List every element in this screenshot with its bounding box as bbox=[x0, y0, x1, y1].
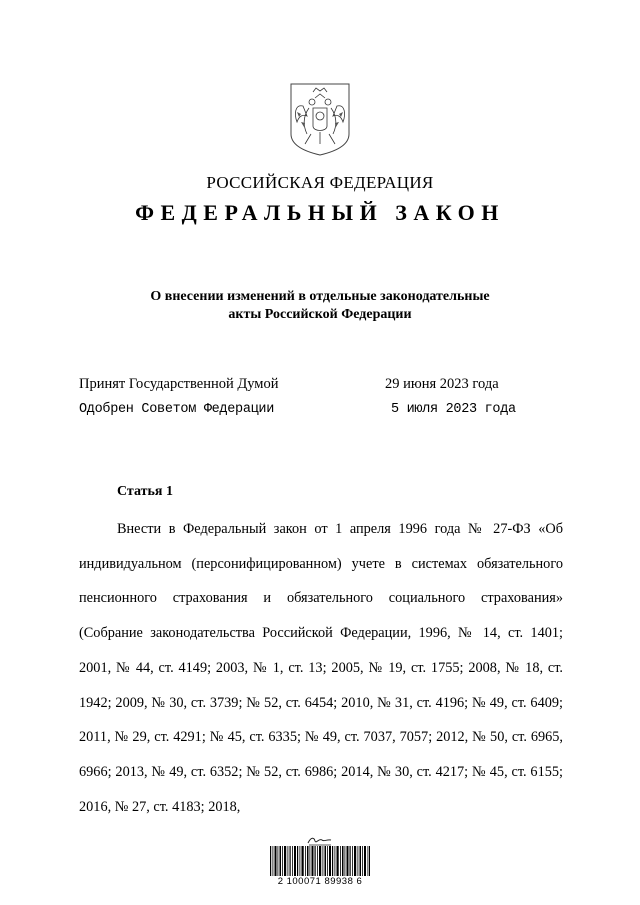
country-name: РОССИЙСКАЯ ФЕДЕРАЦИЯ bbox=[206, 173, 434, 192]
duma-date: 29 июня 2023 года bbox=[385, 376, 499, 392]
law-title-line-1: О внесении изменений в отдельные законодательные bbox=[150, 289, 490, 304]
duma-label: Принят Государственной Думой bbox=[79, 376, 279, 392]
article-heading: Статья 1 bbox=[117, 484, 173, 499]
handwritten-mark-icon bbox=[305, 834, 335, 846]
law-title bbox=[0, 288, 640, 324]
coat-of-arms-icon bbox=[289, 82, 351, 156]
barcode-icon bbox=[270, 846, 370, 876]
barcode-number: 2 100071 89938 6 bbox=[277, 876, 363, 887]
article-body: Внести в Федеральный закон от 1 апреля 1996 года № 27-ФЗ «Об индивидуальном (персонифицированном) учете в системах обязательного пенсионного страхования и обязательного социального страхования» (Собрание законодательства Российской Федерации, 1996, № 14, ст. 1401; 2001, № 44, ст. 4149; 2003, № 1, ст. 13; 2005, № 19, ст. 1755; 2008, № 18, ст. 1942; 2009, № 30, ст. 3739; № 52, ст. 6454; 2010, № 31, ст. 4196; № 49, ст. 6409; 2011, № 29, ст. 4291; № 45, ст. 6335; № 49, ст. 7037, 7057; 2012, № 50, ст. 6965, 6966; 2013, № 49, ст. 6352; № 52, ст. 6986; 2014, № 30, ст. 4217; № 45, ст. 6155; 2016, № 27, ст. 4183; 2018, bbox=[79, 521, 563, 815]
council-label: Одобрен Советом Федерации bbox=[79, 402, 275, 417]
council-date: 5 июля 2023 года bbox=[391, 402, 516, 417]
law-title-line-2: акты Российской Федерации bbox=[228, 307, 412, 322]
document-type: ФЕДЕРАЛЬНЫЙ ЗАКОН bbox=[135, 200, 505, 225]
